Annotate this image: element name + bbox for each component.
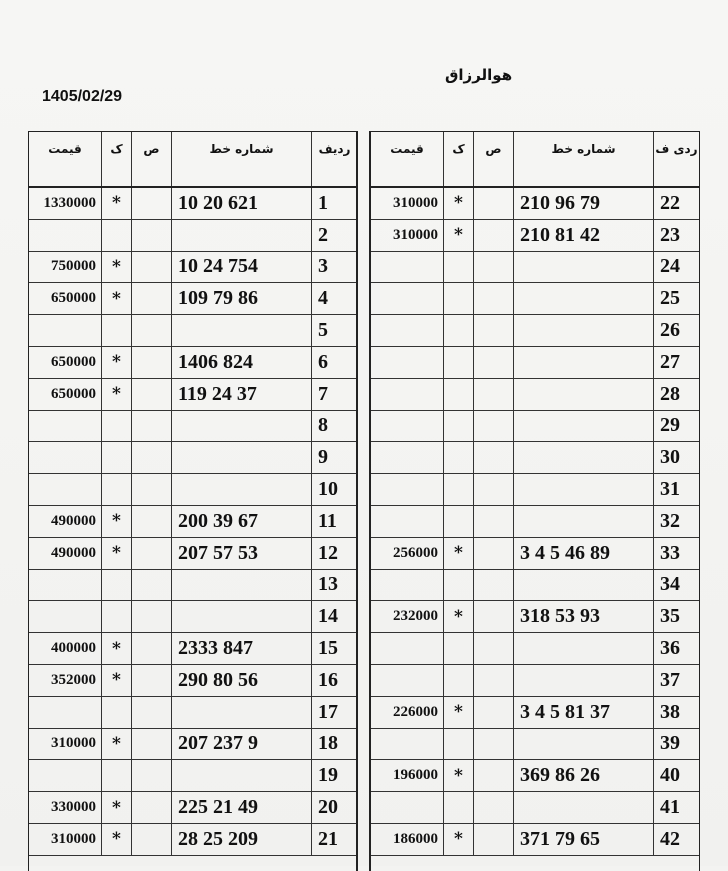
row-index-header: ردیف [311,132,357,186]
table-row [371,697,699,729]
price-cell: 310000 [393,194,438,211]
s-cell [131,824,171,855]
line-number-cell [171,474,311,505]
row-index-cell: 23 [653,220,699,251]
line-number-cell: 290 80 56 [171,665,311,696]
price-cell: 650000 [51,290,96,307]
k-mark-cell: * [101,538,131,569]
price-cell: 650000 [51,385,96,402]
table-row [29,792,357,824]
price-cell: 1330000 [43,194,96,211]
left-price-table [28,131,358,871]
s-cell [131,538,171,569]
line-number-cell [513,665,653,696]
left-table-body [29,188,357,856]
table-row [29,665,357,697]
table-row [29,633,357,665]
s-cell [131,283,171,314]
k-mark-cell: * [101,665,131,696]
line-number-cell [513,411,653,442]
line-number-cell [171,760,311,791]
row-index-cell: 18 [311,729,357,760]
price-header: قیمت [48,142,82,156]
row-index-cell: 12 [311,538,357,569]
s-cell [473,220,513,251]
line-number-cell [513,315,653,346]
line-number-cell [171,442,311,473]
table-row [29,760,357,792]
price-cell: 352000 [51,671,96,688]
price-cell [371,283,443,314]
s-cell [473,570,513,601]
s-cell [131,570,171,601]
s-cell [473,315,513,346]
column-divider [356,131,370,871]
s-cell [131,697,171,728]
s-cell [473,792,513,823]
price-cell: 310000 [51,735,96,752]
table-row [29,824,357,856]
row-index-cell: 29 [653,411,699,442]
s-cell [131,411,171,442]
k-mark-cell [101,474,131,505]
table-row [371,474,699,506]
k-mark-cell [443,315,473,346]
k-mark-cell: * [101,188,131,219]
s-cell [131,252,171,283]
s-cell [131,315,171,346]
row-index-header: ردی ف [653,132,699,186]
left-table-header [29,132,357,188]
line-number-header: شماره خط [171,132,311,186]
right-price-table [370,131,700,871]
k-mark-cell [101,601,131,632]
table-row [29,697,357,729]
k-mark-cell [443,792,473,823]
k-mark-cell: * [101,252,131,283]
line-number-cell [513,570,653,601]
line-number-cell [171,601,311,632]
table-row [29,315,357,347]
k-mark-cell: * [101,347,131,378]
price-cell: 750000 [51,258,96,275]
line-number-cell [513,729,653,760]
k-header: ک [443,132,473,186]
row-index-cell: 39 [653,729,699,760]
table-row [371,824,699,856]
k-mark-cell: * [101,506,131,537]
table-row [371,601,699,633]
k-mark-cell: * [101,379,131,410]
k-mark-cell [443,379,473,410]
s-cell [473,665,513,696]
s-cell [473,347,513,378]
row-index-cell: 34 [653,570,699,601]
table-row [29,538,357,570]
s-cell [473,442,513,473]
price-cell [371,570,443,601]
row-index-cell: 42 [653,824,699,855]
table-row [371,220,699,252]
k-mark-cell [101,442,131,473]
k-mark-cell: * [443,220,473,251]
line-number-cell: 119 24 37 [171,379,311,410]
line-number-cell: 10 24 754 [171,252,311,283]
row-index-cell: 38 [653,697,699,728]
s-cell [131,220,171,251]
table-row [371,570,699,602]
k-mark-cell [443,633,473,664]
s-cell [473,697,513,728]
table-row [29,601,357,633]
right-table-body [371,188,699,856]
row-index-cell: 22 [653,188,699,219]
price-header: قیمت [390,142,424,156]
row-index-cell: 2 [311,220,357,251]
table-row [371,188,699,220]
row-index-cell: 40 [653,760,699,791]
row-index-cell: 36 [653,633,699,664]
line-number-cell: 371 79 65 [513,824,653,855]
table-row [371,442,699,474]
row-index-cell: 7 [311,379,357,410]
row-index-cell: 35 [653,601,699,632]
table-row [371,315,699,347]
line-number-cell: 3 4 5 46 89 [513,538,653,569]
row-index-cell: 3 [311,252,357,283]
price-cell [371,315,443,346]
line-number-cell [513,506,653,537]
table-row [371,729,699,761]
s-cell [131,792,171,823]
row-index-cell: 11 [311,506,357,537]
document-date: 1405/02/29 [42,88,123,105]
row-index-cell: 27 [653,347,699,378]
table-row [29,411,357,443]
table-row [371,633,699,665]
table-row [371,506,699,538]
k-mark-cell [443,347,473,378]
line-number-cell: 1406 824 [171,347,311,378]
page-heading: هوالرزاق [445,66,513,84]
line-number-cell [513,283,653,314]
row-index-cell: 30 [653,442,699,473]
s-cell [131,760,171,791]
k-mark-cell: * [101,283,131,314]
k-mark-cell [101,760,131,791]
s-cell [473,411,513,442]
price-cell [29,220,101,251]
line-number-cell: 200 39 67 [171,506,311,537]
k-mark-cell: * [443,697,473,728]
price-cell [371,506,443,537]
table-row [371,538,699,570]
price-cell [371,379,443,410]
price-cell [371,252,443,283]
k-mark-cell: * [101,792,131,823]
k-mark-cell [443,442,473,473]
k-mark-cell [443,283,473,314]
line-number-cell [171,697,311,728]
k-mark-cell [443,252,473,283]
line-number-cell: 210 81 42 [513,220,653,251]
price-cell [29,697,101,728]
k-mark-cell [101,315,131,346]
price-cell [371,411,443,442]
row-index-cell: 19 [311,760,357,791]
table-row [29,188,357,220]
k-mark-cell [443,506,473,537]
row-index-cell: 28 [653,379,699,410]
s-cell [131,474,171,505]
line-number-cell: 109 79 86 [171,283,311,314]
s-cell [131,379,171,410]
price-cell: 400000 [51,640,96,657]
line-number-cell [513,379,653,410]
k-mark-cell [443,411,473,442]
price-cell [29,442,101,473]
row-index-cell: 25 [653,283,699,314]
price-cell [29,315,101,346]
table-row [29,252,357,284]
table-row [29,506,357,538]
row-index-cell: 8 [311,411,357,442]
k-mark-cell: * [443,601,473,632]
line-number-cell [171,411,311,442]
line-number-cell: 207 237 9 [171,729,311,760]
k-mark-cell [443,474,473,505]
s-cell [473,252,513,283]
s-cell [131,506,171,537]
k-header: ک [101,132,131,186]
price-cell [371,665,443,696]
k-mark-cell: * [443,188,473,219]
s-cell [473,760,513,791]
price-cell: 650000 [51,353,96,370]
price-cell: 310000 [51,830,96,847]
s-cell [131,633,171,664]
price-cell [371,347,443,378]
s-cell [131,188,171,219]
price-cell [29,474,101,505]
row-index-cell: 32 [653,506,699,537]
table-row [371,665,699,697]
line-number-cell [171,570,311,601]
price-cell: 330000 [51,799,96,816]
table-row [29,570,357,602]
k-mark-cell: * [443,538,473,569]
price-cell: 186000 [393,830,438,847]
row-index-cell: 15 [311,633,357,664]
s-cell [473,283,513,314]
k-mark-cell [101,220,131,251]
s-cell [473,824,513,855]
row-index-cell: 1 [311,188,357,219]
row-index-cell: 41 [653,792,699,823]
line-number-cell [513,442,653,473]
price-cell: 232000 [393,608,438,625]
row-index-cell: 17 [311,697,357,728]
line-number-cell: 210 96 79 [513,188,653,219]
line-number-cell: 225 21 49 [171,792,311,823]
table-row [371,411,699,443]
line-number-cell [513,252,653,283]
s-cell [473,474,513,505]
row-index-cell: 6 [311,347,357,378]
k-mark-cell [443,729,473,760]
k-mark-cell [101,697,131,728]
row-index-cell: 13 [311,570,357,601]
k-mark-cell [443,570,473,601]
price-cell: 256000 [393,544,438,561]
table-row [371,283,699,315]
price-cell [29,411,101,442]
price-cell: 490000 [51,544,96,561]
row-index-cell: 9 [311,442,357,473]
row-index-cell: 5 [311,315,357,346]
line-number-cell [513,347,653,378]
row-index-cell: 21 [311,824,357,855]
row-index-cell: 10 [311,474,357,505]
table-row [371,760,699,792]
s-cell [473,633,513,664]
line-number-cell: 28 25 209 [171,824,311,855]
k-mark-cell: * [443,760,473,791]
k-mark-cell: * [101,824,131,855]
s-cell [131,729,171,760]
s-cell [131,601,171,632]
line-number-cell: 207 57 53 [171,538,311,569]
table-row [371,792,699,824]
k-mark-cell: * [443,824,473,855]
s-cell [131,347,171,378]
line-number-cell: 369 86 26 [513,760,653,791]
line-number-cell: 2333 847 [171,633,311,664]
s-header: ص [131,132,171,186]
s-cell [131,665,171,696]
price-cell: 226000 [393,703,438,720]
row-index-cell: 4 [311,283,357,314]
line-number-cell [171,315,311,346]
row-index-cell: 20 [311,792,357,823]
table-row [29,379,357,411]
price-cell: 490000 [51,512,96,529]
price-cell: 310000 [393,226,438,243]
price-cell [371,729,443,760]
table-row [371,252,699,284]
price-cell [29,760,101,791]
table-row [371,379,699,411]
k-mark-cell: * [101,729,131,760]
s-cell [473,506,513,537]
s-cell [473,188,513,219]
table-row [371,347,699,379]
s-header: ص [473,132,513,186]
k-mark-cell [101,411,131,442]
line-number-header: شماره خط [513,132,653,186]
s-cell [473,538,513,569]
right-table-header [371,132,699,188]
table-row [29,283,357,315]
line-number-cell: 318 53 93 [513,601,653,632]
price-cell [371,474,443,505]
s-cell [473,601,513,632]
price-cell [371,442,443,473]
row-index-cell: 16 [311,665,357,696]
k-mark-cell [443,665,473,696]
s-cell [473,379,513,410]
price-cell [29,601,101,632]
line-number-cell: 3 4 5 81 37 [513,697,653,728]
table-row [29,474,357,506]
row-index-cell: 24 [653,252,699,283]
line-number-cell [513,633,653,664]
s-cell [131,442,171,473]
s-cell [473,729,513,760]
k-mark-cell [101,570,131,601]
row-index-cell: 14 [311,601,357,632]
table-row [29,442,357,474]
row-index-cell: 37 [653,665,699,696]
price-cell: 196000 [393,767,438,784]
price-cell [29,570,101,601]
line-number-cell [171,220,311,251]
k-mark-cell: * [101,633,131,664]
table-row [29,729,357,761]
table-row [29,220,357,252]
price-cell [371,792,443,823]
price-cell [371,633,443,664]
line-number-cell [513,792,653,823]
line-number-cell [513,474,653,505]
row-index-cell: 26 [653,315,699,346]
row-index-cell: 31 [653,474,699,505]
row-index-cell: 33 [653,538,699,569]
table-row [29,347,357,379]
line-number-cell: 10 20 621 [171,188,311,219]
